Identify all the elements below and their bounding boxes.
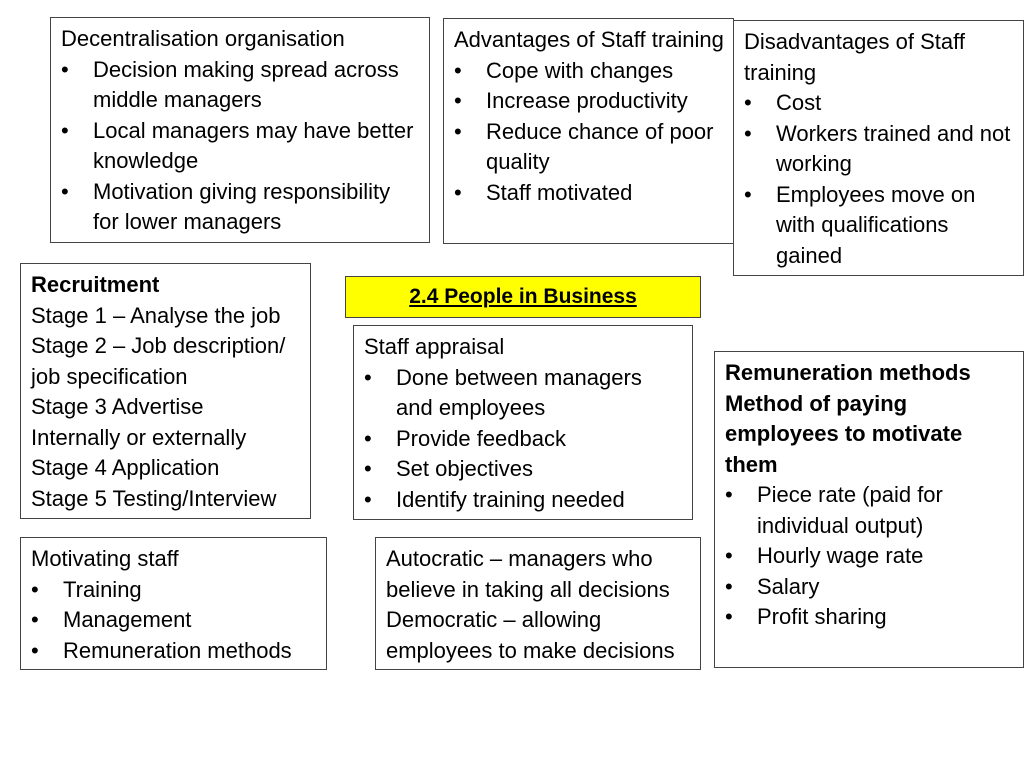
advantages-list	[454, 56, 729, 209]
list-item: • Done between managers and employees	[364, 363, 684, 424]
list-item: • Set objectives	[364, 454, 684, 485]
remuneration-heading: Remuneration methods	[725, 360, 971, 385]
motivating-heading: Motivating staff	[31, 546, 179, 571]
recruitment-box	[20, 263, 311, 519]
leadership-box	[375, 537, 701, 670]
leadership-line: Democratic – allowing employees to make decisions	[386, 607, 675, 663]
list-item: • Piece rate (paid for individual output)	[725, 480, 1015, 541]
recruitment-line: Internally or externally	[31, 424, 247, 450]
list-item: • Staff motivated	[454, 178, 729, 209]
motivating-box	[20, 537, 327, 670]
recruitment-line: Stage 1 – Analyse the job	[31, 302, 281, 328]
recruitment-line: Stage 4 Application	[31, 455, 220, 480]
list-item: • Training	[31, 575, 318, 606]
disadvantages-box	[733, 20, 1024, 276]
appraisal-heading: Staff appraisal	[364, 334, 505, 359]
list-item: • Identify training needed	[364, 485, 684, 516]
remuneration-box	[714, 351, 1024, 668]
list-item: • Cost	[744, 88, 1015, 119]
remuneration-subheading: Method of paying employees to motivate them	[725, 390, 963, 477]
appraisal-list	[364, 363, 684, 516]
list-item: • Reduce chance of poor quality	[454, 117, 729, 178]
list-item: • Hourly wage rate	[725, 541, 1015, 572]
list-item: • Decision making spread across middle managers	[61, 55, 421, 116]
list-item: • Employees move on with qualifications gained	[744, 180, 1015, 272]
remuneration-list	[725, 480, 1015, 633]
decentralisation-box	[50, 17, 430, 243]
recruitment-line: Stage 3 Advertise	[31, 394, 204, 419]
list-item: • Motivation giving responsibility for lower managers	[61, 177, 421, 238]
list-item: • Workers trained and not working	[744, 119, 1015, 180]
list-item: • Provide feedback	[364, 424, 684, 455]
motivating-list	[31, 575, 318, 667]
disadvantages-list	[744, 88, 1015, 271]
recruitment-heading: Recruitment	[31, 272, 160, 297]
list-item: • Remuneration methods	[31, 636, 318, 667]
recruitment-line: Stage 2 – Job description/ job specification	[31, 333, 286, 389]
list-item: • Local managers may have better knowledge	[61, 116, 421, 177]
list-item: • Increase productivity	[454, 86, 729, 117]
list-item: • Management	[31, 605, 318, 636]
recruitment-line: Stage 5 Testing/Interview	[31, 485, 277, 511]
list-item: • Profit sharing	[725, 602, 1015, 633]
disadvantages-heading: Disadvantages of Staff training	[744, 29, 965, 85]
advantages-box	[443, 18, 734, 244]
decentralisation-heading: Decentralisation organisation	[61, 26, 345, 51]
list-item: • Cope with changes	[454, 56, 729, 87]
leadership-line: Autocratic – managers who believe in taking all decisions	[386, 546, 670, 602]
list-item: • Salary	[725, 572, 1015, 603]
appraisal-box	[353, 325, 693, 520]
advantages-heading: Advantages of Staff training	[454, 27, 724, 52]
page-title: 2.4 People in Business	[345, 276, 701, 318]
decentralisation-list	[61, 55, 421, 238]
